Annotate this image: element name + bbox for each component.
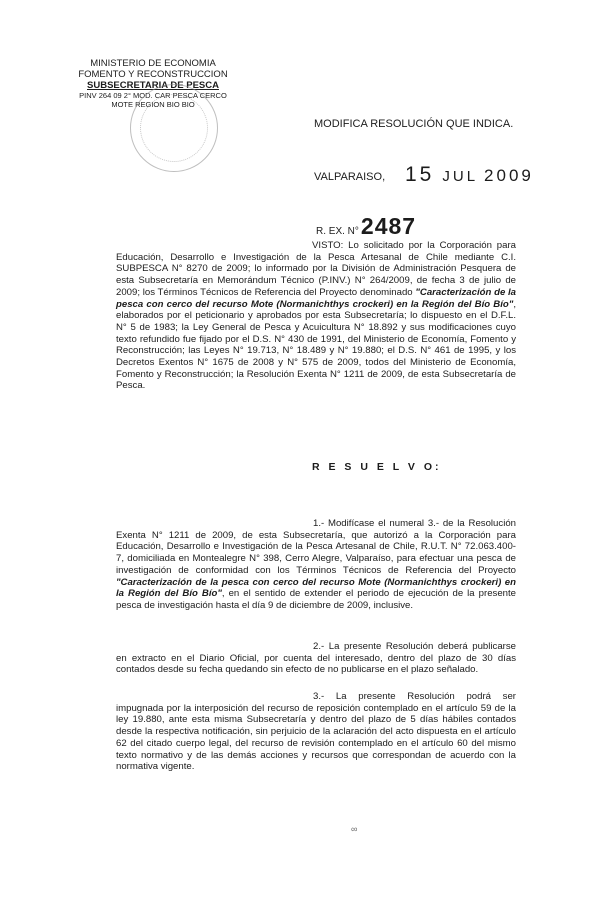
item-1-text-1: 1.- Modifícase el numeral 3.- de la Resolución Exenta N° 1211 de 2009, de esta Subsecretaría, que autorizó a la Corporación para Educación, Desarrollo e Investigación de la Pesca Artesanal de Chile, R.U.T. N° 72.063.400-7, domiciliada en Montealegre N° 398, Cerro Alegre, Valparaíso, para efectuar una pesca de investigación de conformidad con los Términos Técnicos de Referencia del Proyecto <box>116 518 516 576</box>
header-line-fomento: FOMENTO Y RECONSTRUCCION <box>78 69 228 80</box>
visto-label: VISTO: <box>312 240 344 251</box>
visto-text-2: , elaborados por el peticionario y aprobados por esta Subsecretaría; lo dispuesto en el D.F.L. N° 5 de 1983; la Ley General de Pesca y Acuicultura N° 18.892 y sus modificaciones cuyo texto refundido fue fijado por el D.S. N° 430 de 1991, del Ministerio de Economía, Fomento y Reconstrucción; las Leyes N° 19.713, N° 18.489 y N° 19.880; el D.S. N° 461 de 1995, y los Decretos Exentos N° 1675 de 2008 y N° 575 de 2009, todos del Ministerio de Economía, Fomento y Reconstrucción; la Resolución Exenta N° 1211 de 2009, de esta Subsecretaría de Pesca. <box>116 298 516 392</box>
date-day: 15 <box>405 163 435 186</box>
official-seal-stamp <box>130 84 218 172</box>
item-1-paragraph <box>116 518 516 612</box>
resolution-prefix: R. EX. N° <box>316 226 359 237</box>
header-line-region: MOTE REGION BIO BIO <box>111 100 195 109</box>
item-2-text: 2.- La presente Resolución deberá publicarse en extracto en el Diario Oficial, por cuenta del interesado, dentro del plazo de 30 días contados desde su fecha quedando sin efecto de no publicarse en el plazo señalado. <box>116 641 516 676</box>
header-line-reference: PINV 264 09 2° MOD. CAR PESCA CERCO <box>79 91 227 100</box>
resuelvo-heading: R E S U E L V O: <box>312 461 442 473</box>
visto-project-title: "Caracterización de la pesca con cerco del recurso Mote (Normanichthys crockeri) en la Región del Bío Bío" <box>116 286 517 310</box>
footer-mark: ∞ <box>351 824 358 834</box>
item-1-project-title: "Caracterización de la pesca con cerco del recurso Mote (Normanichthys crockeri) en la Región del Bío Bío" <box>116 576 516 600</box>
visto-paragraph <box>116 240 516 392</box>
date-year: 2009 <box>484 166 534 185</box>
item-3-paragraph <box>116 691 516 773</box>
item-3-text: 3.- La presente Resolución podrá ser impugnada por la interposición del recurso de reposición contemplado en el artículo 59 de la ley 19.880, ante esta misma Subsecretaría y dentro del plazo de 5 días hábiles contados desde la respectiva notificación, sin perjuicio de la aclaración del acto dispuesta en el artículo 62 del citado cuerpo legal, del recurso de revisión contemplado en el artículo 60 del mismo texto normativo y de las demás acciones y recursos que correspondan de acuerdo con la normativa vigente. <box>116 691 516 773</box>
date-month: JUL <box>442 168 479 185</box>
document-title: MODIFICA RESOLUCIÓN QUE INDICA. <box>314 118 514 130</box>
item-2-paragraph <box>116 641 516 676</box>
resolution-number <box>316 213 416 240</box>
header-line-subsecretaria: SUBSECRETARIA DE PESCA <box>87 80 219 91</box>
item-1-text-2: , en el sentido de extender el periodo de ejecución de la presente pesca de investigación hasta el día 9 de diciembre de 2009, inclusive. <box>116 588 516 611</box>
stamped-date <box>405 163 534 187</box>
resolution-number-value: 2487 <box>360 213 417 239</box>
date-place: VALPARAISO, <box>314 171 386 183</box>
header-line-ministry: MINISTERIO DE ECONOMIA <box>90 58 216 69</box>
visto-text-1: Lo solicitado por la Corporación para Educación, Desarrollo e Investigación de la Pesca Artesanal de Chile mediante C.I. SUBPESCA N° 8270 de 2009; lo informado por la División de Administración Pesquera de esta Subsecretaría en Memorándum Técnico (P.INV.) N° 264/2009, de fecha 3 de julio de 2009; los Términos Técnicos de Referencia del Proyecto denominado <box>116 240 516 298</box>
